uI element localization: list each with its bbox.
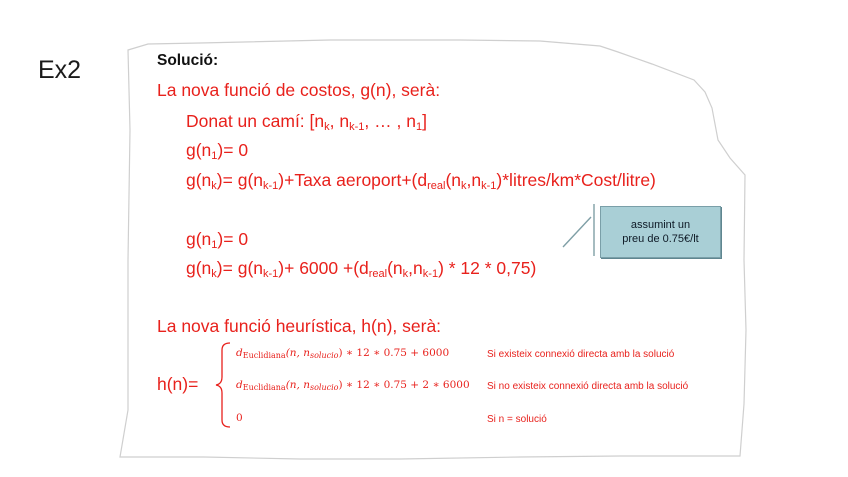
heuristic-intro: La nova funció heurística, h(n), serà:	[157, 316, 442, 336]
case-1-expression: $d_{Euclidiana}(n$, $n_{solucio}$) ∗ 12 ∗ 0.75 + 6000	[236, 347, 450, 360]
case-2-expression: $d_{Euclidiana}(n$, $n_{solucio}$) ∗ 12 ∗ 0.75 + 2 ∗ 6000	[236, 379, 470, 392]
g-n1-equation: $g(n_1)= 0$	[186, 140, 249, 162]
case-3-condition: Si n = solució	[487, 414, 547, 425]
h-function-label: h(n)=	[157, 374, 199, 394]
g-nk-general-equation: $g(n_k)=$ $g(n_{k-1})+Taxa$ $aeroport+(d_{real}(n_k,n_{k-1})*litres/km*Cost/litre)$	[186, 170, 656, 192]
case-2-condition: Si no existeix connexió directa amb la solució	[487, 381, 689, 392]
solucio-title: Solució:	[157, 52, 219, 69]
g-nk-numeric-equation: $g(n_k)= g(n_{k-1})+ 6000 +(d_{real}(n_k,n_{k-1}) * 12 * 0,75)$	[186, 258, 537, 280]
case-3-expression: 0	[236, 412, 243, 424]
cost-function-intro: La nova funció de costos, g(n), serà:	[157, 80, 441, 100]
case-1-condition: Si existeix connexió directa amb la solució	[487, 349, 675, 360]
exercise-label: Ex2	[38, 56, 82, 84]
path-definition: Donat un camí: [$n_k$, $n_{k-1}$, … , $n_1$]	[186, 111, 427, 133]
g-n1-equation-2: $g(n_1)= 0$	[186, 229, 249, 251]
price-assumption-note: assumint un preu de 0.75€/lt	[600, 206, 721, 258]
